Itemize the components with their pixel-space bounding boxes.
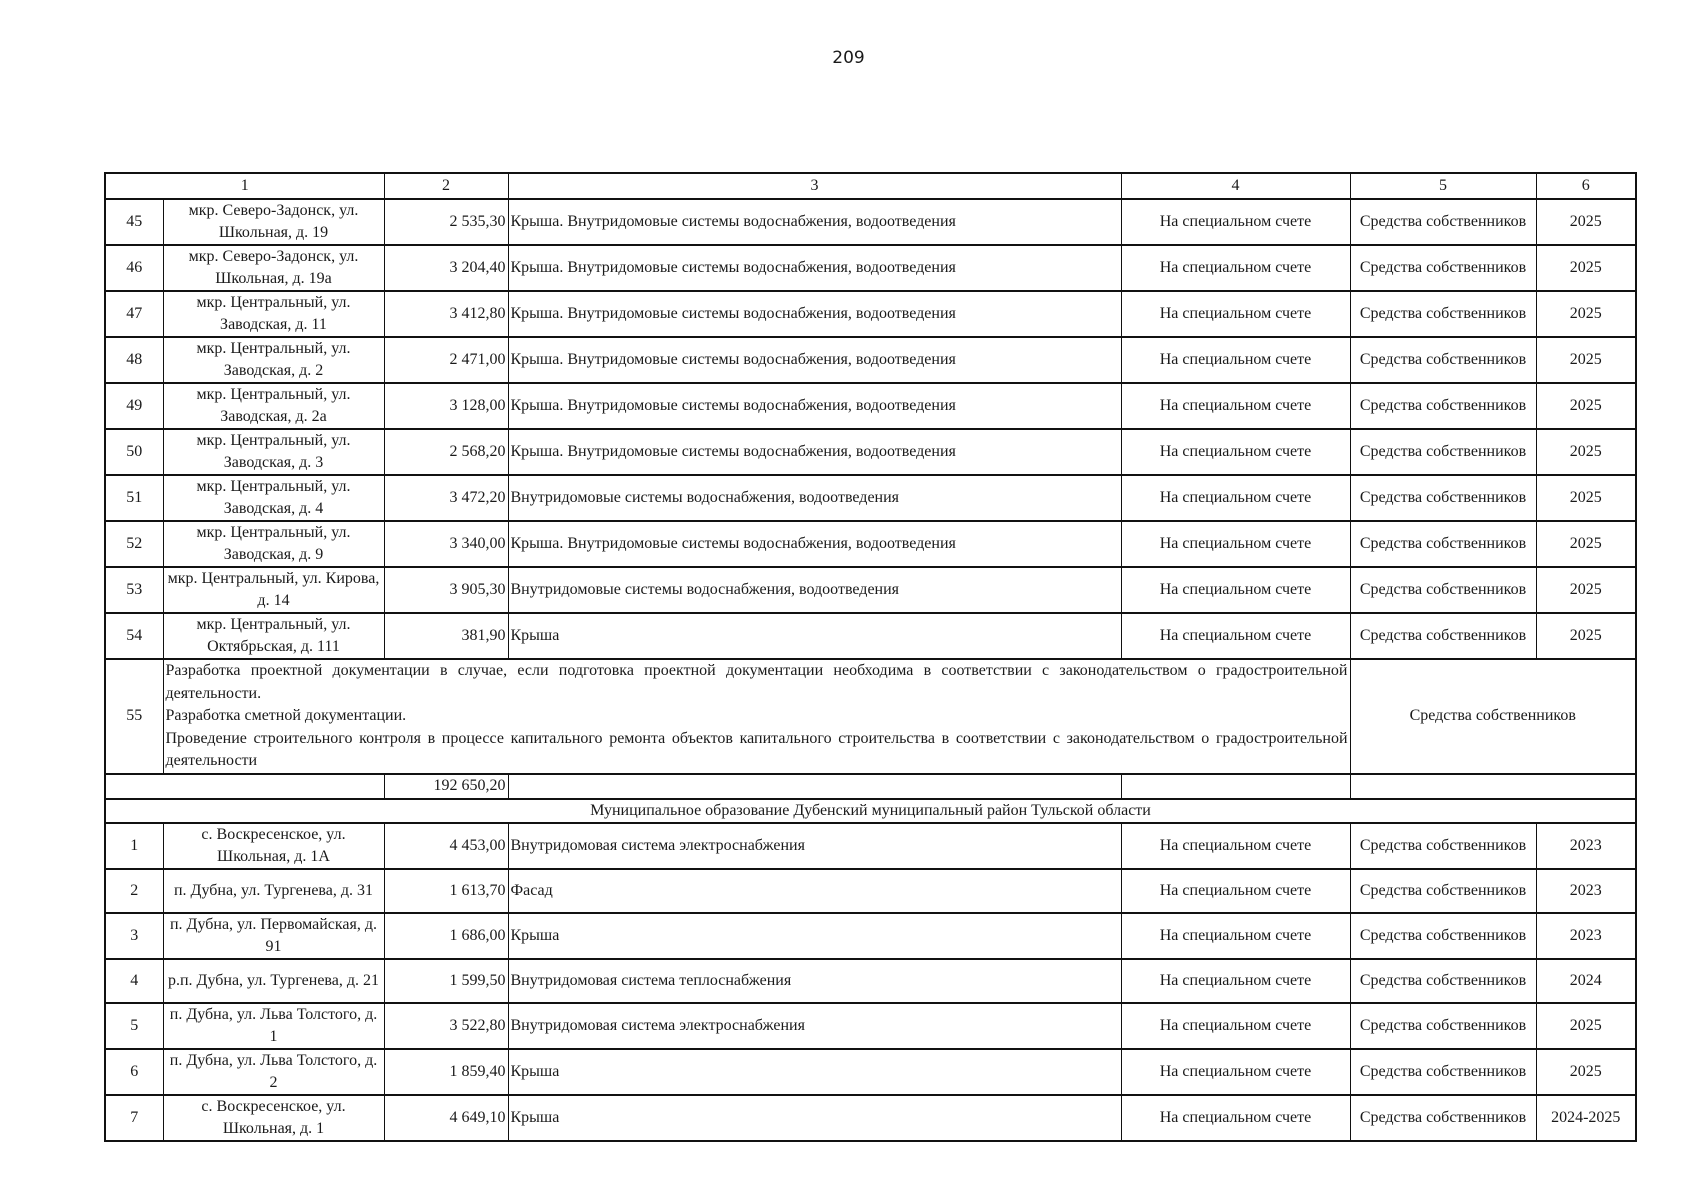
- area-cell: 3 412,80: [384, 291, 508, 337]
- header-col-3: 3: [508, 173, 1121, 199]
- table-row: [105, 337, 1636, 383]
- fund-method-cell: На специальном счете: [1121, 429, 1350, 475]
- address-cell: с. Воскресенское, ул. Школьная, д. 1А: [163, 823, 384, 869]
- fund-method-cell: На специальном счете: [1121, 383, 1350, 429]
- work-type-cell: Крыша. Внутридомовые системы водоснабжения, водоотведения: [508, 429, 1121, 475]
- area-cell: 2 535,30: [384, 199, 508, 245]
- area-cell: 1 686,00: [384, 913, 508, 959]
- year-cell: 2025: [1536, 567, 1636, 613]
- address-cell: п. Дубна, ул. Льва Толстого, д. 2: [163, 1049, 384, 1095]
- funding-source-cell: Средства собственников: [1350, 913, 1536, 959]
- services-line: Проведение строительного контроля в процессе капитального ремонта объектов капитального строительства в соответствии с законодательством о градостроительной деятельности: [165, 729, 1348, 769]
- year-cell: 2025: [1536, 429, 1636, 475]
- total-blank: [1350, 774, 1636, 799]
- address-cell: мкр. Центральный, ул. Заводская, д. 2: [163, 337, 384, 383]
- header-col-4: 4: [1121, 173, 1350, 199]
- year-cell: 2023: [1536, 823, 1636, 869]
- funding-source-cell: Средства собственников: [1350, 1049, 1536, 1095]
- work-type-cell: Внутридомовая система электроснабжения: [508, 823, 1121, 869]
- area-cell: 2 568,20: [384, 429, 508, 475]
- table-row: [105, 613, 1636, 659]
- address-cell: мкр. Центральный, ул. Октябрьская, д. 111: [163, 613, 384, 659]
- fund-method-cell: На специальном счете: [1121, 1003, 1350, 1049]
- funding-source-cell: Средства собственников: [1350, 291, 1536, 337]
- funding-source-cell: Средства собственников: [1350, 869, 1536, 913]
- year-cell: 2025: [1536, 1003, 1636, 1049]
- work-type-cell: Крыша. Внутридомовые системы водоснабжения, водоотведения: [508, 245, 1121, 291]
- area-cell: 3 905,30: [384, 567, 508, 613]
- table-row: [105, 567, 1636, 613]
- address-cell: мкр. Северо-Задонск, ул. Школьная, д. 19а: [163, 245, 384, 291]
- row-number: 49: [105, 383, 163, 429]
- repair-program-table: [104, 172, 1637, 1142]
- year-cell: 2025: [1536, 245, 1636, 291]
- work-type-cell: Внутридомовые системы водоснабжения, водоотведения: [508, 475, 1121, 521]
- year-cell: 2025: [1536, 199, 1636, 245]
- fund-method-cell: На специальном счете: [1121, 613, 1350, 659]
- header-row: [105, 173, 1636, 199]
- address-cell: мкр. Центральный, ул. Заводская, д. 2а: [163, 383, 384, 429]
- fund-method-cell: На специальном счете: [1121, 913, 1350, 959]
- work-type-cell: Крыша. Внутридомовые системы водоснабжения, водоотведения: [508, 291, 1121, 337]
- fund-method-cell: На специальном счете: [1121, 1095, 1350, 1141]
- fund-method-cell: На специальном счете: [1121, 567, 1350, 613]
- fund-method-cell: На специальном счете: [1121, 1049, 1350, 1095]
- row-number: 7: [105, 1095, 163, 1141]
- row-number: 46: [105, 245, 163, 291]
- services-line: Разработка сметной документации.: [165, 707, 407, 724]
- area-cell: 381,90: [384, 613, 508, 659]
- year-cell: 2025: [1536, 383, 1636, 429]
- year-cell: 2023: [1536, 869, 1636, 913]
- table-row: [105, 823, 1636, 869]
- funding-source-cell: Средства собственников: [1350, 1095, 1536, 1141]
- total-area: 192 650,20: [384, 774, 508, 799]
- funding-source-cell: Средства собственников: [1350, 823, 1536, 869]
- area-cell: 4 649,10: [384, 1095, 508, 1141]
- row-number: 5: [105, 1003, 163, 1049]
- work-type-cell: Внутридомовая система теплоснабжения: [508, 959, 1121, 1003]
- area-cell: 3 128,00: [384, 383, 508, 429]
- year-cell: 2025: [1536, 475, 1636, 521]
- total-blank: [1121, 774, 1350, 799]
- area-cell: 1 599,50: [384, 959, 508, 1003]
- table-row: [105, 913, 1636, 959]
- header-col-5: 5: [1350, 173, 1536, 199]
- total-blank: [105, 774, 384, 799]
- header-col-1: 1: [105, 173, 384, 199]
- year-cell: 2025: [1536, 291, 1636, 337]
- funding-source-cell: Средства собственников: [1350, 199, 1536, 245]
- year-cell: 2024: [1536, 959, 1636, 1003]
- table-row: [105, 959, 1636, 1003]
- row-number: 1: [105, 823, 163, 869]
- year-cell: 2025: [1536, 1049, 1636, 1095]
- work-type-cell: Крыша. Внутридомовые системы водоснабжения, водоотведения: [508, 521, 1121, 567]
- address-cell: п. Дубна, ул. Первомайская, д. 91: [163, 913, 384, 959]
- area-cell: 1 613,70: [384, 869, 508, 913]
- row-number: 50: [105, 429, 163, 475]
- work-type-cell: Крыша: [508, 1095, 1121, 1141]
- page-number: 209: [832, 48, 865, 68]
- table-row: [105, 475, 1636, 521]
- total-blank: [508, 774, 1121, 799]
- services-description: [163, 659, 1350, 774]
- funding-source-cell: Средства собственников: [1350, 567, 1536, 613]
- fund-method-cell: На специальном счете: [1121, 521, 1350, 567]
- fund-method-cell: На специальном счете: [1121, 245, 1350, 291]
- work-type-cell: Внутридомовая система электроснабжения: [508, 1003, 1121, 1049]
- table-row: [105, 869, 1636, 913]
- address-cell: мкр. Центральный, ул. Заводская, д. 4: [163, 475, 384, 521]
- year-cell: 2024-2025: [1536, 1095, 1636, 1141]
- address-cell: с. Воскресенское, ул. Школьная, д. 1: [163, 1095, 384, 1141]
- funding-source-cell: Средства собственников: [1350, 613, 1536, 659]
- table-row: [105, 1095, 1636, 1141]
- work-type-cell: Внутридомовые системы водоснабжения, водоотведения: [508, 567, 1121, 613]
- fund-method-cell: На специальном счете: [1121, 869, 1350, 913]
- area-cell: 2 471,00: [384, 337, 508, 383]
- work-type-cell: Крыша: [508, 1049, 1121, 1095]
- work-type-cell: Крыша. Внутридомовые системы водоснабжения, водоотведения: [508, 383, 1121, 429]
- table-row: [105, 1049, 1636, 1095]
- table-row: [105, 291, 1636, 337]
- table-row: [105, 199, 1636, 245]
- work-type-cell: Крыша. Внутридомовые системы водоснабжения, водоотведения: [508, 337, 1121, 383]
- table-row: [105, 383, 1636, 429]
- header-col-6: 6: [1536, 173, 1636, 199]
- work-type-cell: Крыша: [508, 913, 1121, 959]
- total-row: [105, 774, 1636, 799]
- header-col-2: 2: [384, 173, 508, 199]
- table-row: [105, 429, 1636, 475]
- address-cell: п. Дубна, ул. Тургенева, д. 31: [163, 869, 384, 913]
- address-cell: мкр. Центральный, ул. Заводская, д. 11: [163, 291, 384, 337]
- year-cell: 2023: [1536, 913, 1636, 959]
- row-number: 2: [105, 869, 163, 913]
- funding-source-cell: Средства собственников: [1350, 245, 1536, 291]
- address-cell: мкр. Центральный, ул. Кирова, д. 14: [163, 567, 384, 613]
- row-number: 47: [105, 291, 163, 337]
- address-cell: р.п. Дубна, ул. Тургенева, д. 21: [163, 959, 384, 1003]
- area-cell: 3 340,00: [384, 521, 508, 567]
- work-type-cell: Крыша: [508, 613, 1121, 659]
- year-cell: 2025: [1536, 337, 1636, 383]
- area-cell: 1 859,40: [384, 1049, 508, 1095]
- fund-method-cell: На специальном счете: [1121, 959, 1350, 1003]
- funding-source-cell: Средства собственников: [1350, 337, 1536, 383]
- row-number: 53: [105, 567, 163, 613]
- section-row: [105, 799, 1636, 823]
- funding-source-cell: Средства собственников: [1350, 959, 1536, 1003]
- row-number: 54: [105, 613, 163, 659]
- address-cell: п. Дубна, ул. Льва Толстого, д. 1: [163, 1003, 384, 1049]
- funding-source-cell: Средства собственников: [1350, 429, 1536, 475]
- services-line: Разработка проектной документации в случае, если подготовка проектной документации необходима в соответствии с законодательством о градостроительной деятельности.: [165, 662, 1348, 702]
- funding-source-cell: Средства собственников: [1350, 1003, 1536, 1049]
- section-title: Муниципальное образование Дубенский муниципальный район Тульской области: [105, 799, 1636, 823]
- row-number: 6: [105, 1049, 163, 1095]
- table-row: [105, 245, 1636, 291]
- area-cell: 3 472,20: [384, 475, 508, 521]
- address-cell: мкр. Центральный, ул. Заводская, д. 3: [163, 429, 384, 475]
- work-type-cell: Крыша. Внутридомовые системы водоснабжения, водоотведения: [508, 199, 1121, 245]
- address-cell: мкр. Центральный, ул. Заводская, д. 9: [163, 521, 384, 567]
- funding-source-cell: Средства собственников: [1350, 475, 1536, 521]
- row-number: 48: [105, 337, 163, 383]
- row-number: 45: [105, 199, 163, 245]
- area-cell: 3 204,40: [384, 245, 508, 291]
- row-number: 4: [105, 959, 163, 1003]
- area-cell: 3 522,80: [384, 1003, 508, 1049]
- year-cell: 2025: [1536, 521, 1636, 567]
- row-number: 52: [105, 521, 163, 567]
- year-cell: 2025: [1536, 613, 1636, 659]
- area-cell: 4 453,00: [384, 823, 508, 869]
- funding-source-cell: Средства собственников: [1350, 383, 1536, 429]
- row-number: 51: [105, 475, 163, 521]
- funding-source-cell: Средства собственников: [1350, 659, 1636, 774]
- fund-method-cell: На специальном счете: [1121, 199, 1350, 245]
- table-row-services: [105, 659, 1636, 774]
- row-number: 3: [105, 913, 163, 959]
- funding-source-cell: Средства собственников: [1350, 521, 1536, 567]
- work-type-cell: Фасад: [508, 869, 1121, 913]
- fund-method-cell: На специальном счете: [1121, 475, 1350, 521]
- row-number: 55: [105, 659, 163, 774]
- fund-method-cell: На специальном счете: [1121, 823, 1350, 869]
- fund-method-cell: На специальном счете: [1121, 291, 1350, 337]
- table-row: [105, 1003, 1636, 1049]
- address-cell: мкр. Северо-Задонск, ул. Школьная, д. 19: [163, 199, 384, 245]
- fund-method-cell: На специальном счете: [1121, 337, 1350, 383]
- table-row: [105, 521, 1636, 567]
